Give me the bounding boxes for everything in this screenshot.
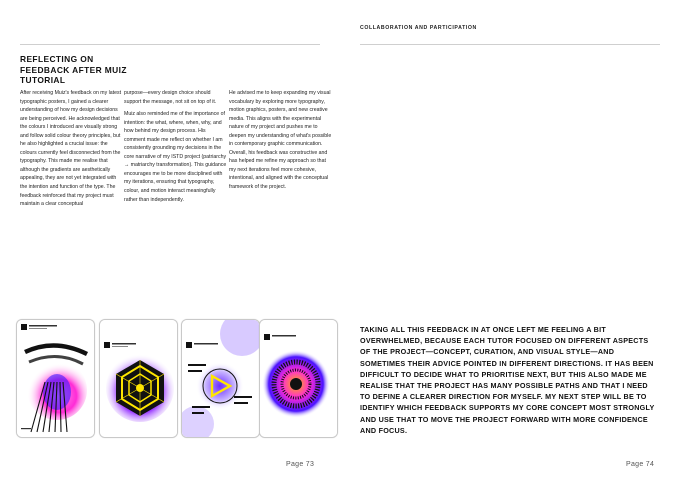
body-column-2 <box>124 89 227 208</box>
poster-thumbnail-4 <box>259 319 338 438</box>
body-paragraph: Muiz also reminded me of the importance of intention: the what, where, when, why, and how behind my design process. His comment made me reflect on whether I am consistently grounding my decisions in the core narrative of my ISTD project (patriarchy → matriarchy transformation). This guidance encourages me to be more disciplined with my iterations, ensuring that typography, colour, and motion interact meaningfully rather than independently. <box>124 111 227 203</box>
poster-4-artwork <box>260 320 337 437</box>
body-paragraph: purpose—every design choice should support the message, not sit on top of it. <box>124 90 217 105</box>
body-column-1 <box>20 89 123 213</box>
poster-3-artwork <box>182 320 259 437</box>
poster-2-artwork <box>100 320 177 437</box>
page-number-left: Page 73 <box>286 461 315 468</box>
page-title: REFLECTING ON FEEDBACK AFTER MUIZ TUTORIAL <box>20 54 127 85</box>
page-number-right: Page 74 <box>626 461 655 468</box>
body-column-3 <box>229 89 332 196</box>
left-top-rule <box>20 44 320 45</box>
reflection-callout: TAKING ALL THIS FEEDBACK IN AT ONCE LEFT ME FEELING A BIT OVERWHELMED, BECAUSE EACH TUTOR FOCUSED ON DIFFERENT ASPECTS OF THE PROJECT—CONCEPT, CURATION, AND VISUAL STYLE—AND SOMETIMES THEIR ADVICE POINTED IN DIFFERENT DIRECTIONS. IT HAS BEEN DIFFICULT TO DECIDE WHAT TO PRIORITISE NEXT, BUT THIS ALSO MADE ME REALISE THAT THE PROJECT HAS MANY POSSIBLE PATHS AND THAT I NEED TO DEFINE A CLEARER DIRECTION FOR MYSELF. MY NEXT STEP WILL BE TO IDENTIFY WHICH FEEDBACK SUPPORTS MY CORE CONCEPT MOST STRONGLY AND USE THAT TO MOVE THE PROJECT FORWARD WITH MORE CONFIDENCE AND FOCUS. <box>360 325 655 435</box>
section-label: COLLABORATION AND PARTICIPATION <box>360 25 477 31</box>
poster-thumbnail-2 <box>99 319 178 438</box>
poster-thumbnail-1 <box>16 319 95 438</box>
body-paragraph: He advised me to keep expanding my visual vocabulary by exploring more typography, motion graphics, posters, and new creative media. This aligns with the experimental nature of my project and pushes me to deepen my understanding of what's possible in contemporary graphic communication. Overall, his feedback was constructive and has helped me refine my approach so that my next iterations feel more cohesive, intentional, and aligned with the conceptual framework of the project. <box>229 90 332 191</box>
right-top-rule <box>360 44 660 45</box>
poster-1-artwork <box>17 320 94 437</box>
body-paragraph: After receiving Muiz's feedback on my latest typographic posters, I gained a clearer understanding of how my design decisions are being perceived. He acknowledged that the colours I introduced are visually strong and follow solid colour theory principles, but he also highlighted a crucial issue: the colours currently feel disconnected from the typography. This made me realise that although the gradients are aesthetically appealing, they are not yet integrated with the intention and function of the type. The feedback reinforced that my project must maintain a clear conceptual <box>20 90 122 208</box>
poster-thumbnail-3 <box>181 319 260 438</box>
